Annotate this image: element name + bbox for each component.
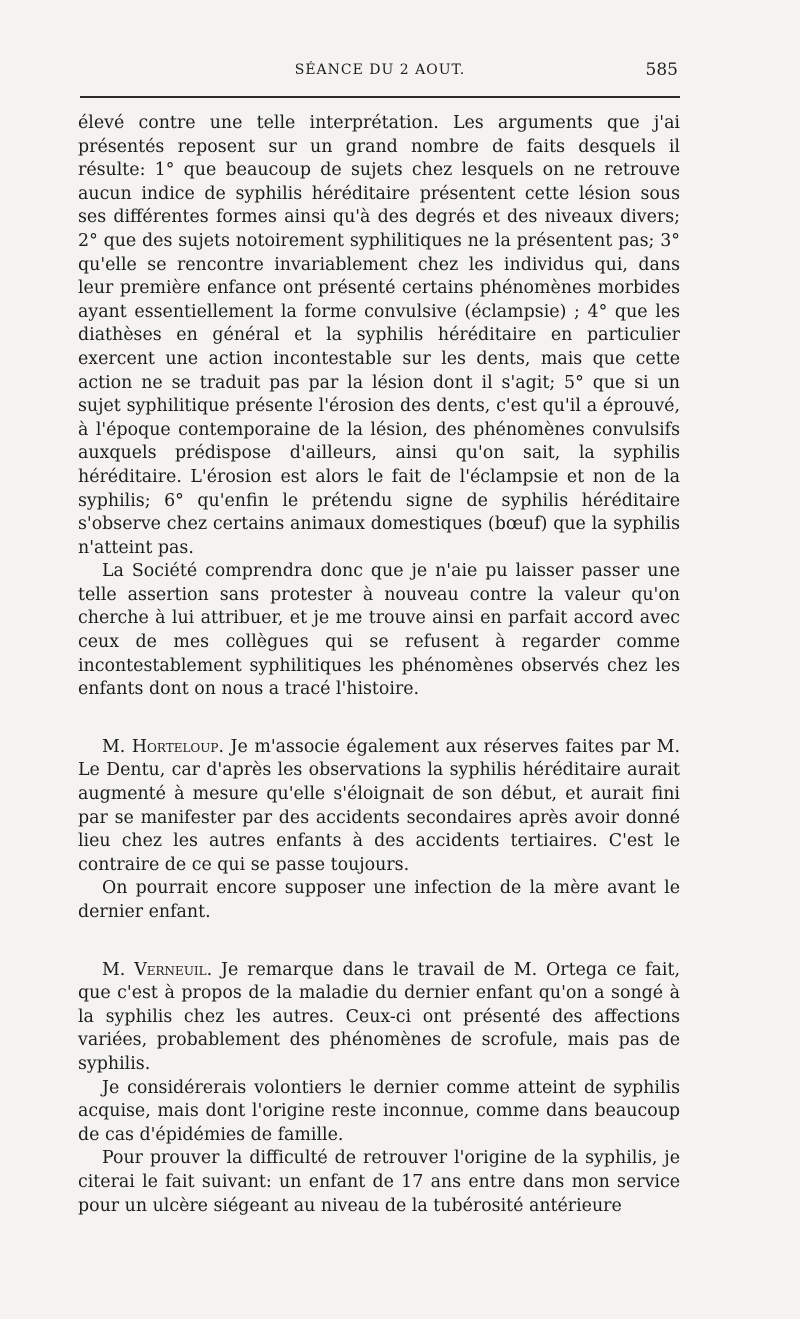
- speaker-name: M. Verneuil.: [102, 959, 213, 980]
- page-header: [80, 62, 680, 86]
- section-gap: [78, 925, 680, 959]
- body-text: [78, 112, 680, 1218]
- paragraph-3-text: Je m'associe également aux réserves faites par M. Le Dentu, car d'après les observations la syphilis héréditaire aurait augmenté à mesure qu'elle s'éloignait de son début, et aurait fini par se manifester par des accidents secondaires après avoir donné lieu chez les autres enfants à des accidents tertiaires. C'est le contraire de ce qui se passe toujours.: [78, 736, 681, 875]
- speaker-name: M. Horteloup.: [102, 736, 224, 757]
- header-rule: [80, 96, 680, 98]
- paragraph-5: [78, 959, 680, 1077]
- running-title: SÉANCE DU 2 AOUT.: [294, 62, 466, 78]
- paragraph-4: On pourrait encore supposer une infection de la mère avant le dernier enfant.: [78, 878, 680, 922]
- paragraph-1: élevé contre une telle interprétation. Les arguments que j'ai présentés reposent sur un grand nombre de faits desquels il résulte: 1° que beaucoup de sujets chez lesquels on ne retrouve aucun indice de syphilis héréditaire présentent cette lésion sous ses différentes formes ainsi qu'à des degrés et des niveaux divers; 2° que des sujets notoirement syphilitiques ne la présentent pas; 3° qu'elle se rencontre invariablement chez les individus qui, dans leur première enfance ont présenté certains phénomènes morbides ayant essentiellement la forme convulsive (éclampsie) ; 4° que les diathèses en général et la syphilis héréditaire en particulier exercent une action incontestable sur les dents, mais que cette action ne se traduit pas par la lésion dont il s'agit; 5° que si un sujet syphilitique présente l'érosion des dents, c'est qu'il a éprouvé, à l'époque contemporaine de la lésion, des phénomènes convulsifs auxquels prédispose d'ailleurs, ainsi qu'on sait, la syphilis héréditaire. L'érosion est alors le fait de l'éclampsie et non de la syphilis; 6° qu'enfin le prétendu signe de syphilis héréditaire s'observe chez certains animaux domestiques (bœuf) que la syphilis n'atteint pas.: [78, 113, 680, 558]
- paragraph-6: Je considérerais volontiers le dernier comme atteint de syphilis acquise, mais dont l'origine reste inconnue, comme dans beaucoup de cas d'épidémies de famille.: [78, 1077, 680, 1145]
- paragraph-2: La Société comprendra donc que je n'aie pu laisser passer une telle assertion sans protester à nouveau contre la valeur qu'on cherche à lui attribuer, et je me trouve ainsi en parfait accord avec ceux de mes collègues qui se refusent à regarder comme incontestablement syphilitiques les phénomènes observés chez les enfants dont on nous a tracé l'histoire.: [78, 561, 680, 700]
- paragraph-7: Pour prouver la difficulté de retrouver l'origine de la syphilis, je citerai le fait suivant: un enfant de 17 ans entre dans mon service pour un ulcère siégeant au niveau de la tubérosité antérieure: [78, 1148, 680, 1216]
- page-number: 585: [645, 60, 678, 80]
- paragraph-5-text: Je remarque dans le travail de M. Ortega ce fait, que c'est à propos de la maladie du dernier enfant qu'on a songé à la syphilis chez les autres. Ceux-ci ont présenté des affections variées, probablement des phénomènes de scrofule, mais pas de syphilis.: [78, 959, 680, 1074]
- section-gap: [78, 702, 680, 736]
- paragraph-3: [78, 736, 680, 878]
